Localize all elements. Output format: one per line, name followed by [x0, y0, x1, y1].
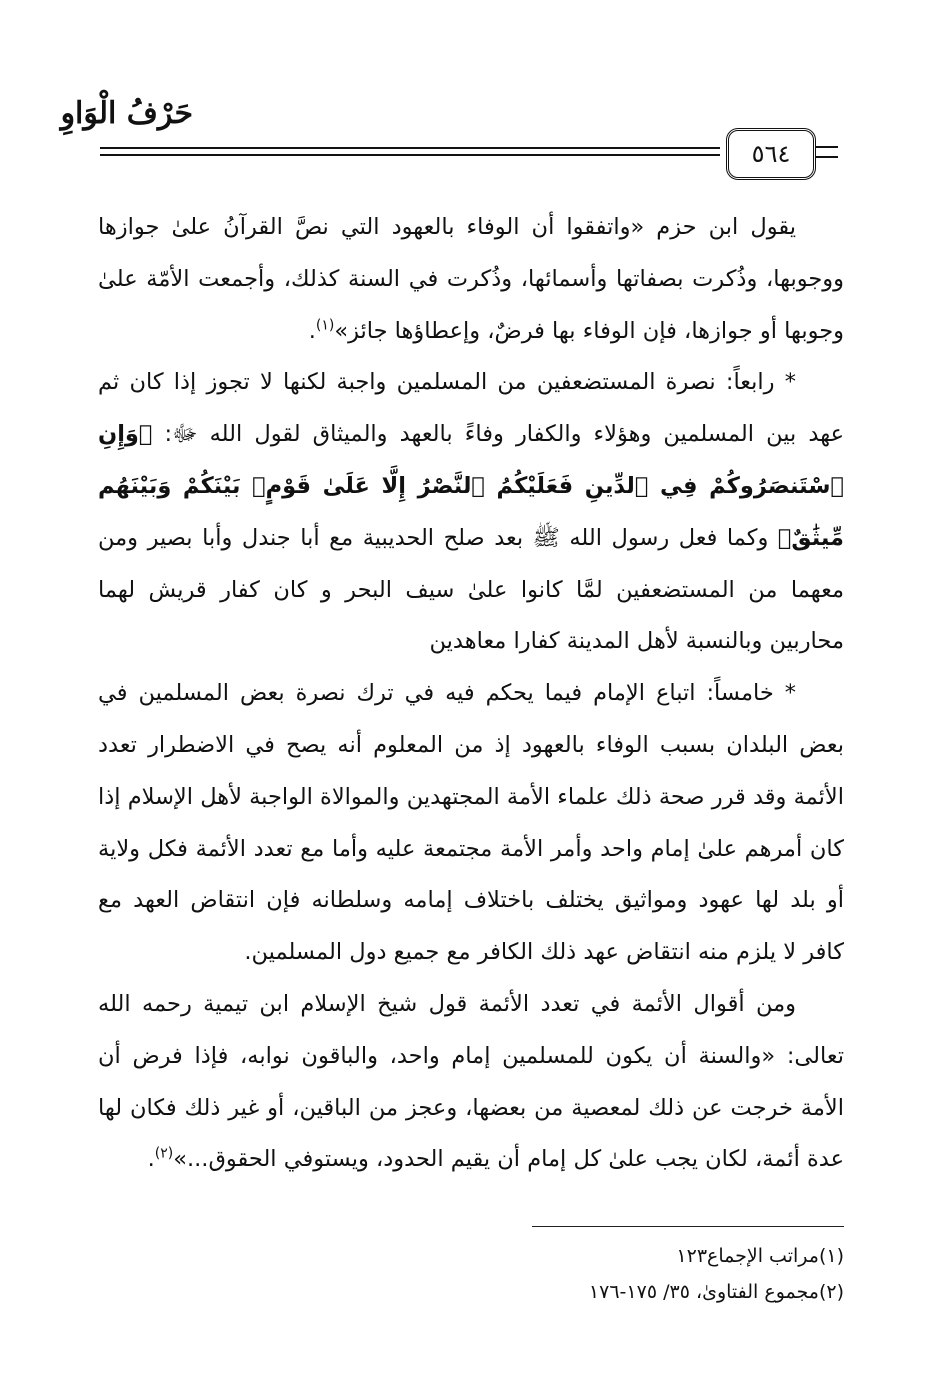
- paragraph-4: [98, 979, 844, 1186]
- paragraph-4-end: .: [147, 1146, 155, 1173]
- paragraph-3: * خامساً: اتباع الإمام فيما يحكم فيه في ترك نصرة بعض المسلمين في بعض البلدان بسبب الوفاء بالعهود إذ من المعلوم أنه يصح في الاضطرار تعدد الأئمة وقد قرر صحة ذلك علماء الأمة المجتهدين والموالاة الواجبة لأهل الإسلام إذا كان أمرهم علىٰ إمام واحد وأمر الأمة مجتمعة عليه وأما مع تعدد الأئمة فكل ولاية أو بلد لها عهود ومواثيق يختلف باختلاف إمامه وسلطانه فإن انتقاض العهد مع كافر لا يلزم منه انتقاض عهد ذلك الكافر مع جميع دول المسلمين.: [98, 680, 844, 966]
- footnote-2: (٢)مجموع الفتاوىٰ، ٣٥/ ١٧٥-١٧٦: [588, 1281, 844, 1303]
- header-rule-top: [100, 147, 720, 149]
- footnote-ref-1: (١): [315, 317, 335, 334]
- page-number: ٥٦٤: [726, 128, 816, 180]
- header-bar: [100, 122, 842, 196]
- paragraph-1: [98, 202, 844, 357]
- paragraph-1-text: يقول ابن حزم «واتفقوا أن الوفاء بالعهود التي نصَّ القرآنُ علىٰ جوازها ووجوبها، وذُكرت بصفاتها وأسمائها، وذُكرت في السنة كذلك، وأجمعت الأمّة علىٰ وجوبها أو جوازها، فإن الوفاء بها فرضٌ، وإعطاؤها جائز»: [98, 214, 844, 344]
- footnote-ref-2: (٢): [154, 1145, 174, 1162]
- footnotes: [400, 1238, 844, 1310]
- quran-verse: ﴿وَإِنِ ٱسْتَنصَرُوكُمْ فِي ٱلدِّينِ فَعَلَيْكُمُ ٱلنَّصْرُ إِلَّا عَلَىٰ قَوْمٍۭ بَيْنَكُمْ وَبَيْنَهُم مِّيثَٰقٌ﴾: [98, 421, 844, 551]
- footnote-divider: [532, 1226, 844, 1227]
- paragraph-1-end: .: [308, 317, 316, 344]
- paragraph-4-text: ومن أقوال الأئمة في تعدد الأئمة قول شيخ الإسلام ابن تيمية رحمه الله تعالى: «والسنة أن يكون للمسلمين إمام واحد، والباقون نوابه، فإذا فرض أن الأمة خرجت عن ذلك لمعصية من بعضها، وعجز من الباقين، أو غير ذلك فكان لها عدة أئمة، لكان يجب علىٰ كل إمام أن يقيم الحدود، ويستوفي الحقوق...»: [98, 990, 844, 1173]
- paragraph-2: [98, 357, 844, 668]
- chapter-title: حَرْفُ الْوَاوِ: [60, 96, 193, 131]
- paragraph-2-end: وكما فعل رسول الله ﷺ بعد صلح الحديبية مع أبا جندل وأبا بصير ومن معهما من المستضعفين لمَّا كانوا علىٰ سيف البحر و كان كفار قريش لهما محاربين وبالنسبة لأهل المدينة كفارا معاهدين: [98, 524, 844, 655]
- paragraph-2-text: * رابعاً: نصرة المستضعفين من المسلمين واجبة لكنها لا تجوز إذا كان ثم عهد بين المسلمين وهؤلاء والكفار وفاءً بالعهد والميثاق لقول الله ﷻ:: [98, 369, 844, 448]
- footnote-1: (١)مراتب الإجماع١٢٣: [676, 1245, 844, 1267]
- header-side-mark: [816, 146, 838, 158]
- header-rule-bottom: [100, 154, 720, 156]
- main-text: [98, 202, 844, 1186]
